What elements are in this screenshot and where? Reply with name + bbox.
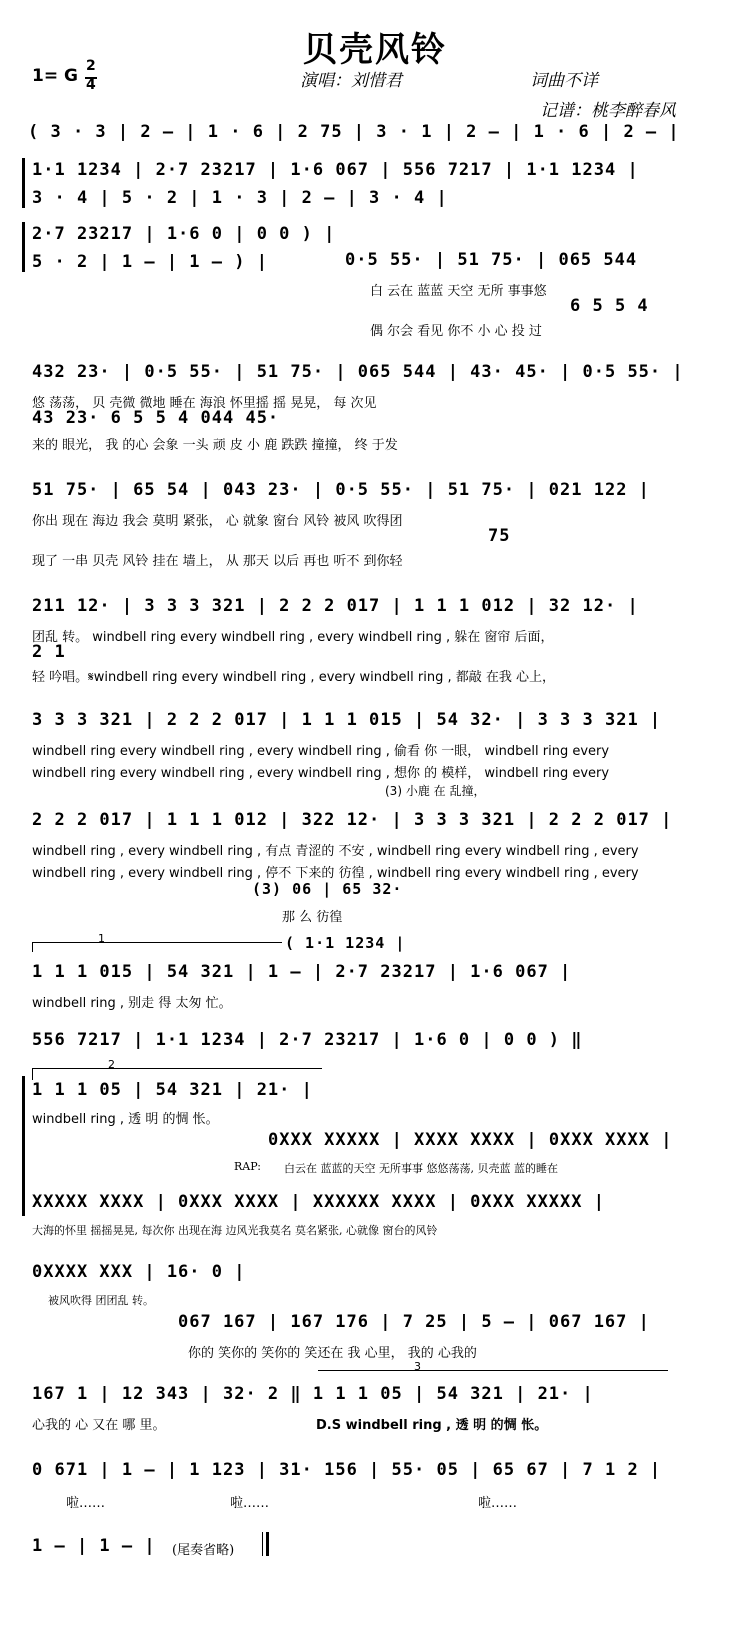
verse-notes-line5: 51 75· | 65 54 | 043 23· | 0·5 55· | 51 75· | 021 122 |: [32, 480, 650, 500]
ending1-notes: 1 1 1 015 | 54 321 | 1 – | 2·7 23217 | 1·6 067 |: [32, 962, 572, 982]
chorus-notes-line8: 2 2 2 017 | 1 1 1 012 | 322 12· | 3 3 3 321 | 2 2 2 017 |: [32, 810, 673, 830]
rap-lyric-line13: 被风吹得 团团乱 转。: [48, 1294, 154, 1307]
verse-lyric1-line5: 你出 现在 海边 我会 莫明 紧张， 心 就象 窗台 风铃 被风 吹得团: [32, 514, 403, 529]
volta-3: 3: [414, 1360, 421, 1373]
verse-lyric2-line5: 现了 一串 贝壳 风铃 挂在 墙上， 从 那天 以后 再也 听不 到你轻: [32, 554, 403, 569]
outro-lyric-2: 啦……: [230, 1496, 270, 1511]
alt-ending-lyric: 那 么 彷徨: [282, 910, 343, 925]
bridge-end-notes: 167 1 | 12 343 | 32· 2 ‖ 1 1 1 05 | 54 321 | 21· |: [32, 1384, 594, 1404]
chorus-notes-line7: 3 3 3 321 | 2 2 2 017 | 1 1 1 015 | 54 32· | 3 3 3 321 |: [32, 710, 662, 730]
key-signature: 1= G: [32, 66, 78, 86]
ending2-notes: 1 1 1 05 | 54 321 | 21· |: [32, 1080, 313, 1100]
chorus-harmony-line6: 2 1: [32, 642, 66, 662]
time-signature-top: 2: [86, 58, 96, 74]
interlude-upper: ( 1·1 1234 |: [285, 934, 406, 952]
volta-2: 2: [108, 1058, 115, 1071]
chorus-lyric1-line7: windbell ring every windbell ring , every windbell ring , 偷看 你 一眼， windbell ring every: [32, 744, 610, 759]
song-title: 贝壳风铃: [303, 30, 447, 70]
transcriber: 记谱：桃李醉春风: [540, 101, 676, 121]
chorus-lyric1-line6: 团乱 转。 windbell ring every windbell ring , every windbell ring , 躲在 窗帘 后面，: [32, 630, 554, 645]
chorus-lyric3-line7: (3) 小鹿 在 乱撞，: [385, 784, 486, 798]
intro-lower-line2: 3 · 4 | 5 · 2 | 1 · 3 | 2 – | 3 · 4 |: [32, 188, 448, 208]
outro-notes: 0 671 | 1 – | 1 123 | 31· 156 | 55· 05 | 65 67 | 7 1 2 |: [32, 1460, 662, 1480]
verse-lyric2-line4: 来的 眼光， 我 的心 会象 一头 顽 皮 小 鹿 跌跌 撞撞， 终 于发: [32, 438, 398, 453]
final-notes: 1 – | 1 – |: [32, 1536, 156, 1556]
verse-notes-line3: 0·5 55· | 51 75· | 065 544: [345, 250, 638, 270]
rap-lyric-line12: 大海的怀里 摇摇晃晃, 每次你 出现在海 边风光我莫名 莫名紧张, 心就像 窗台的风铃: [32, 1224, 438, 1237]
time-signature-bottom: 4: [86, 77, 96, 93]
ending-note: (尾奏省略): [172, 1543, 235, 1558]
rap-lyric-line11: 白云在 蓝蓝的天空 无所事事 悠悠荡荡, 贝壳蓝 蓝的睡在: [284, 1162, 558, 1175]
verse-harmony-line3: 6 5 5 4: [570, 296, 649, 316]
ending2-lyric: windbell ring , 透 明 的惆 怅。: [32, 1112, 219, 1127]
chorus-lyric2-line8: windbell ring , every windbell ring , 停不 下来的 彷徨 , windbell ring every windbell ring , every: [32, 866, 639, 881]
verse-lyric2-line3: 偶 尔会 看见 你不 小 心 投 过: [370, 324, 542, 339]
alt-ending-notes: (3) 06 | 65 32·: [252, 880, 403, 898]
chorus-lyric1-line8: windbell ring , every windbell ring , 有点 青涩的 不安 , windbell ring every windbell ring , every: [32, 844, 639, 859]
outro-lyric-1: 啦……: [66, 1496, 106, 1511]
rap-label: RAP:: [234, 1160, 261, 1173]
credits: 词曲不详: [530, 71, 598, 91]
rap-notes-line13: 0XXXX XXX | 16· 0 |: [32, 1262, 246, 1282]
intro-lower-line3: 5 · 2 | 1 – | 1 – ) |: [32, 252, 268, 272]
verse-harmony-line5: 75: [488, 526, 511, 546]
bridge-end-lyric: 心我的 心 又在 哪 里。: [32, 1418, 166, 1433]
verse-lyric1-line4: 悠 荡荡， 贝 壳微 微地 睡在 海浪 怀里摇 摇 晃晃， 每 次见: [32, 396, 377, 411]
chorus-notes-line6: 211 12· | 3 3 3 321 | 2 2 2 017 | 1 1 1 012 | 32 12· |: [32, 596, 639, 616]
intro-upper-line3: 2·7 23217 | 1·6 0 | 0 0 ) |: [32, 224, 336, 244]
verse-harmony-line4: 43 23· 6 5 5 4 044 45·: [32, 408, 280, 428]
chorus-lyric2-line6: 轻 吟唱。𝄋windbell ring every windbell ring , every windbell ring , 都敲 在我 心上，: [32, 670, 556, 685]
intro-upper-line2: 1·1 1234 | 2·7 23217 | 1·6 067 | 556 7217 | 1·1 1234 |: [32, 160, 639, 180]
interlude-notes: 556 7217 | 1·1 1234 | 2·7 23217 | 1·6 0 | 0 0 ) ‖: [32, 1030, 583, 1050]
rap-notes-line11: 0XXX XXXXX | XXXX XXXX | 0XXX XXXX |: [268, 1130, 673, 1150]
singer: 演唱：刘惜君: [300, 71, 402, 91]
bridge-notes: 067 167 | 167 176 | 7 25 | 5 – | 067 167 |: [178, 1312, 650, 1332]
bridge-lyric: 你的 笑你的 笑你的 笑还在 我 心里， 我的 心我的: [188, 1346, 477, 1361]
ending1-lyric: windbell ring , 别走 得 太匆 忙。: [32, 996, 232, 1011]
volta-1: 1: [98, 932, 105, 945]
outro-lyric-3: 啦……: [478, 1496, 518, 1511]
verse-notes-line4: 432 23· | 0·5 55· | 51 75· | 065 544 | 43· 45· | 0·5 55· |: [32, 362, 684, 382]
rap-notes-line12: XXXXX XXXX | 0XXX XXXX | XXXXXX XXXX | 0XXX XXXXX |: [32, 1192, 605, 1212]
chorus-lyric2-line7: windbell ring every windbell ring , every windbell ring , 想你 的 模样， windbell ring every: [32, 766, 610, 781]
ds-lyric: D.S windbell ring , 透 明 的惆 怅。: [316, 1418, 548, 1433]
intro-notes-line1: ( 3 · 3 | 2 – | 1 · 6 | 2 75 | 3 · 1 | 2 – | 1 · 6 | 2 – |: [28, 122, 680, 142]
verse-lyric1-line3: 白 云在 蓝蓝 天空 无所 事事悠: [370, 284, 547, 299]
